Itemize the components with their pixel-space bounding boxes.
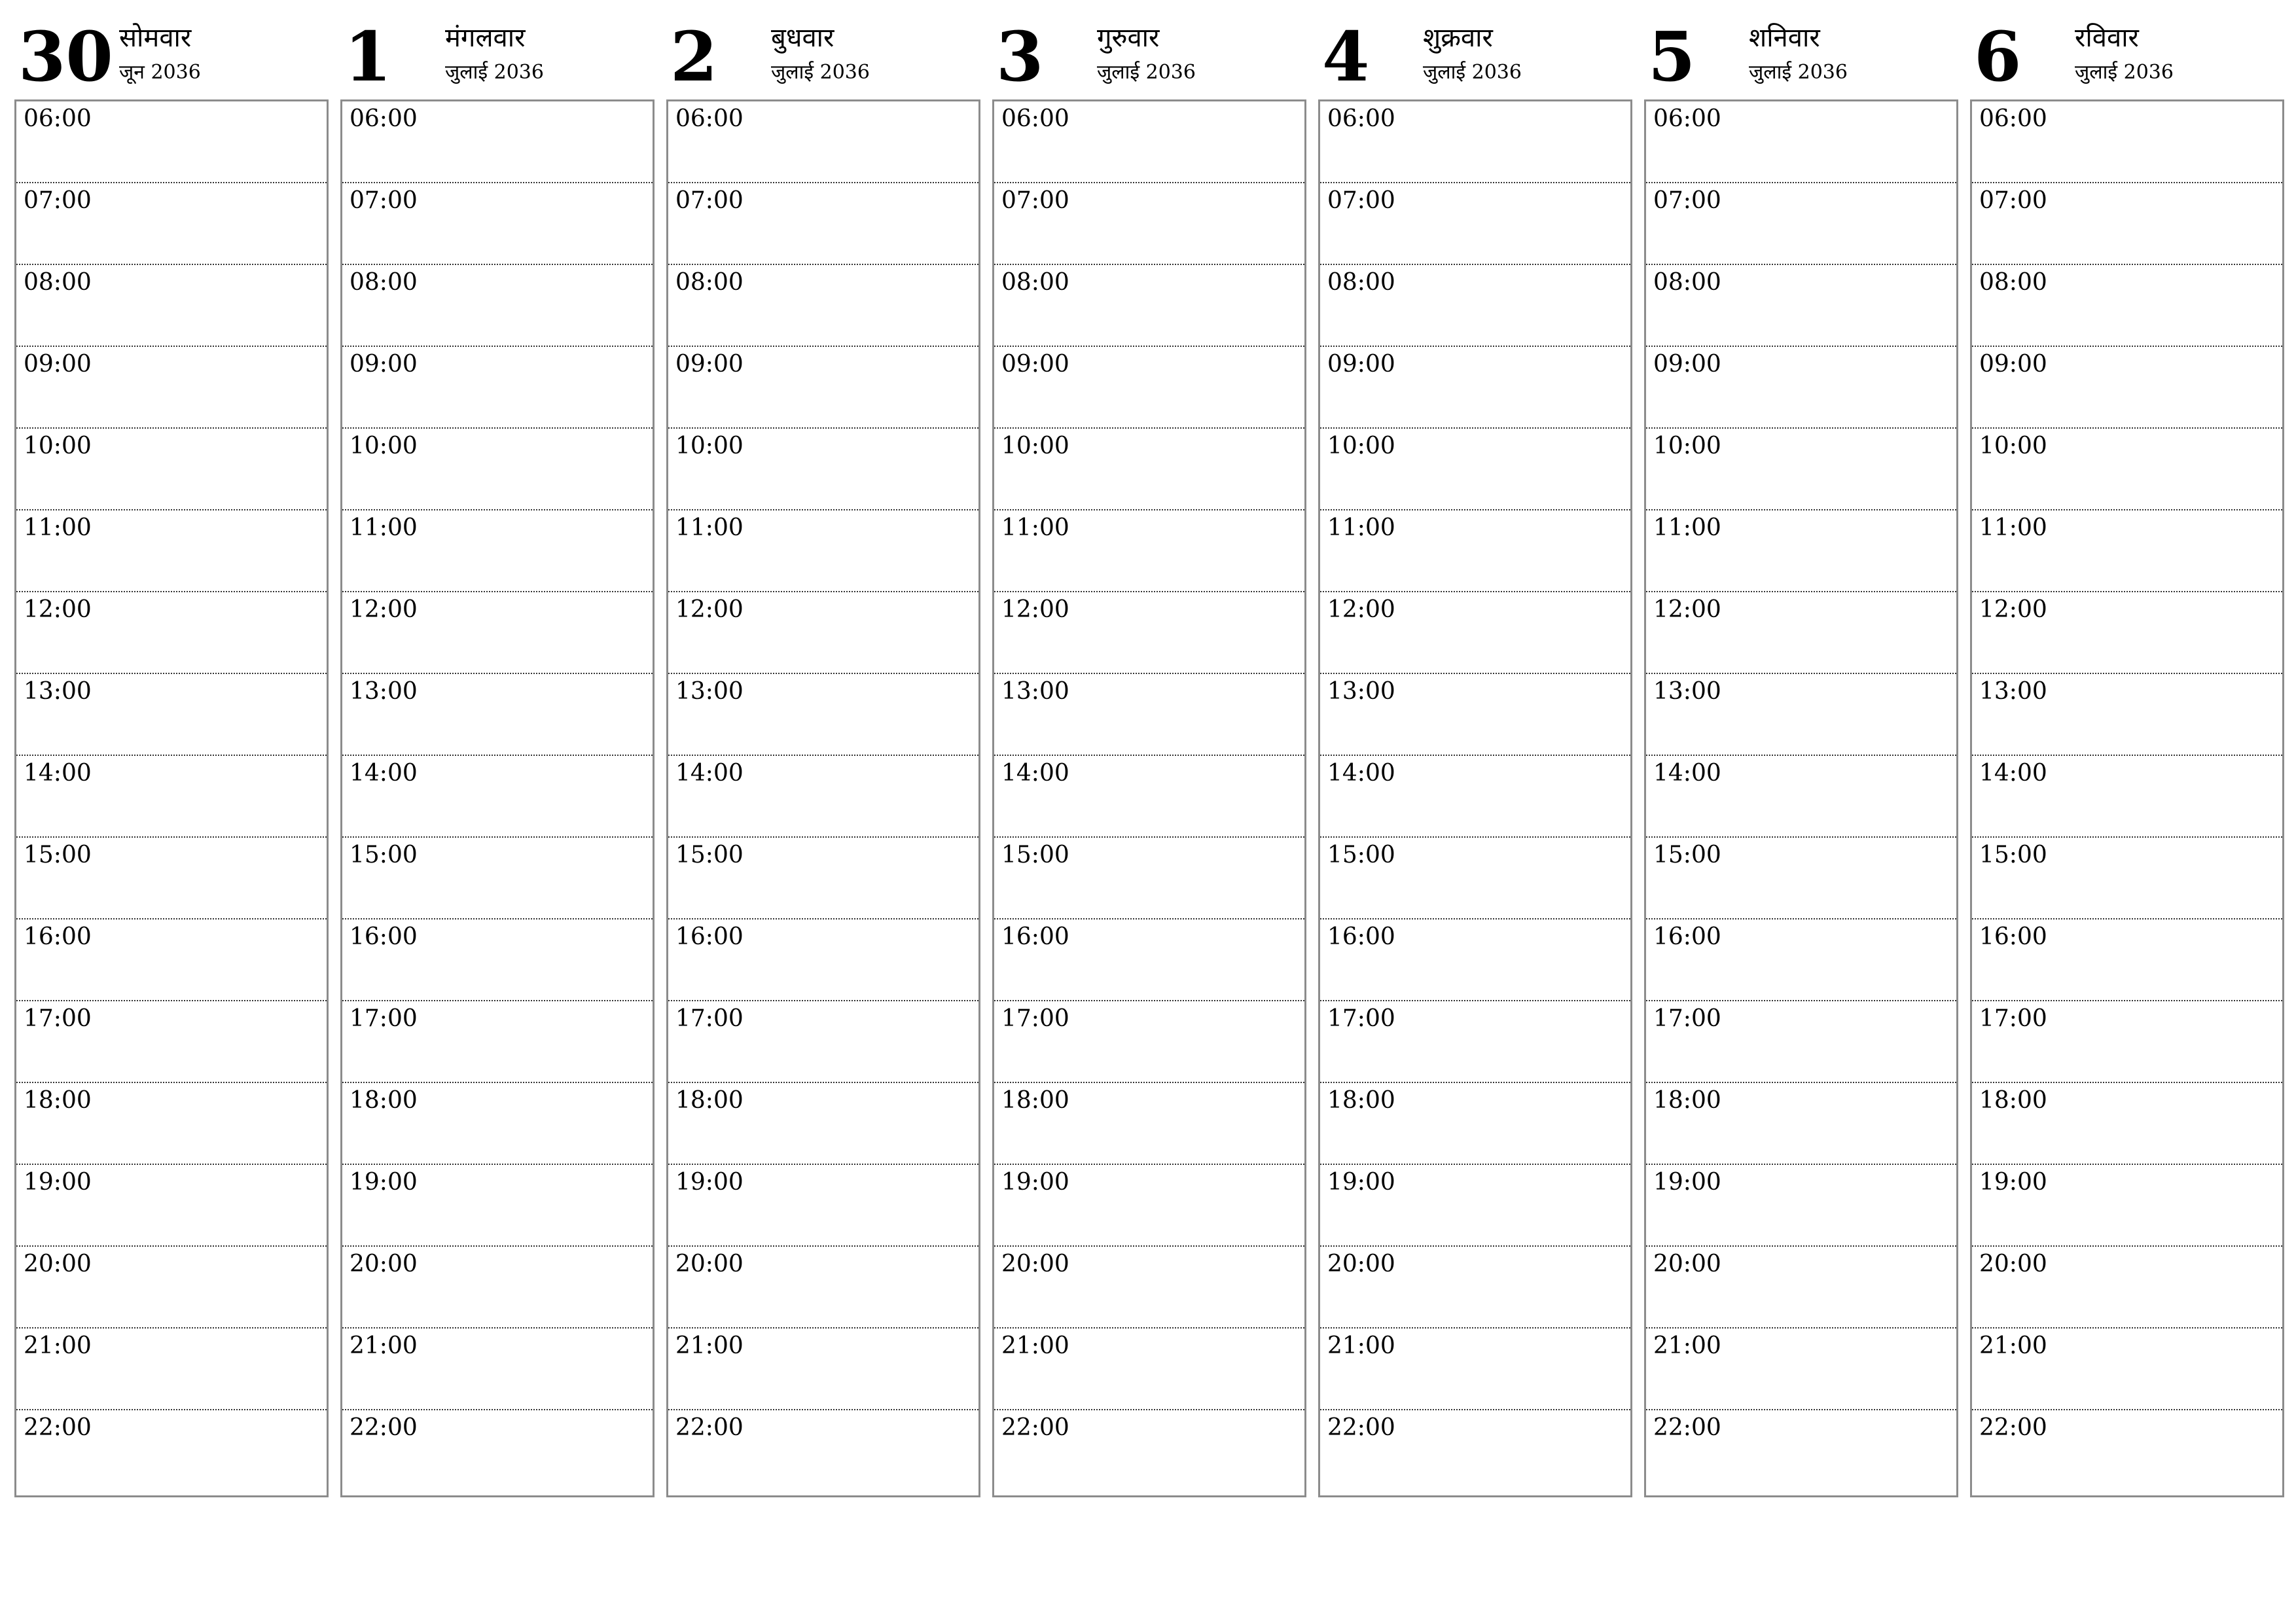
time-label: 14:00 (1979, 760, 2047, 787)
day-number: 2 (670, 16, 718, 97)
time-label: 12:00 (1979, 596, 2047, 623)
time-label: 08:00 (24, 269, 92, 296)
time-label: 14:00 (675, 760, 744, 787)
day-name: रविवार (2075, 23, 2139, 53)
time-slot (1320, 592, 1630, 674)
time-label: 11:00 (1001, 514, 1069, 541)
time-label: 14:00 (24, 760, 92, 787)
time-slot (994, 838, 1304, 919)
day-name: गुरुवार (1097, 23, 1160, 53)
time-slot (1320, 183, 1630, 265)
time-label: 11:00 (24, 514, 92, 541)
time-slot (16, 756, 327, 838)
time-slot (16, 1083, 327, 1165)
time-label: 20:00 (1327, 1251, 1395, 1277)
time-label: 20:00 (1653, 1251, 1721, 1277)
time-slot (342, 674, 653, 756)
time-label: 19:00 (1653, 1169, 1721, 1196)
time-slot (668, 592, 978, 674)
time-slot (1320, 756, 1630, 838)
time-label: 10:00 (1327, 433, 1395, 459)
time-slot (1320, 101, 1630, 183)
time-label: 12:00 (350, 596, 418, 623)
time-slot (16, 429, 327, 510)
time-label: 07:00 (24, 187, 92, 214)
time-label: 10:00 (24, 433, 92, 459)
time-label: 15:00 (350, 842, 418, 868)
time-slot (1972, 1410, 2282, 1492)
time-slot (1320, 1165, 1630, 1247)
day-name: शुक्रवार (1423, 23, 1493, 53)
time-slot (994, 101, 1304, 183)
time-label: 22:00 (1653, 1414, 1721, 1441)
time-slot (16, 592, 327, 674)
time-label: 17:00 (1653, 1005, 1721, 1032)
time-slot (1972, 592, 2282, 674)
time-label: 10:00 (1653, 433, 1721, 459)
time-slot (1972, 919, 2282, 1001)
time-label: 12:00 (1327, 596, 1395, 623)
time-slot (342, 1247, 653, 1329)
time-slot (342, 1083, 653, 1165)
time-label: 18:00 (350, 1087, 418, 1114)
time-slot (994, 919, 1304, 1001)
time-slot (16, 183, 327, 265)
time-label: 13:00 (1001, 678, 1069, 705)
time-slot (994, 1329, 1304, 1410)
time-label: 09:00 (1979, 351, 2047, 378)
time-slot (1646, 919, 1956, 1001)
time-slot (16, 265, 327, 347)
time-slot (1972, 838, 2282, 919)
time-label: 10:00 (675, 433, 744, 459)
day-header (340, 0, 653, 98)
time-slot (342, 592, 653, 674)
time-label: 10:00 (1979, 433, 2047, 459)
time-slot (1972, 1329, 2282, 1410)
time-slot (1320, 1410, 1630, 1492)
time-slot (1646, 592, 1956, 674)
day-name: सोमवार (119, 23, 192, 53)
month-year: जुलाई 2036 (445, 61, 544, 84)
time-slot (16, 1001, 327, 1083)
time-label: 10:00 (350, 433, 418, 459)
time-label: 18:00 (24, 1087, 92, 1114)
time-label: 22:00 (1979, 1414, 2047, 1441)
time-slot (994, 1083, 1304, 1165)
time-slot (994, 592, 1304, 674)
time-label: 06:00 (1001, 105, 1069, 132)
time-label: 08:00 (350, 269, 418, 296)
time-label: 06:00 (24, 105, 92, 132)
time-label: 12:00 (675, 596, 744, 623)
time-slot (1320, 1083, 1630, 1165)
time-slot (994, 1410, 1304, 1492)
time-label: 22:00 (675, 1414, 744, 1441)
time-slot (668, 1329, 978, 1410)
time-label: 15:00 (1001, 842, 1069, 868)
time-label: 08:00 (1653, 269, 1721, 296)
time-slot (16, 101, 327, 183)
time-slot (1320, 1001, 1630, 1083)
time-label: 10:00 (1001, 433, 1069, 459)
time-slot (1972, 1165, 2282, 1247)
time-label: 12:00 (1653, 596, 1721, 623)
time-label: 20:00 (24, 1251, 92, 1277)
time-label: 20:00 (1001, 1251, 1069, 1277)
day-column (340, 0, 653, 1499)
time-slot (16, 510, 327, 592)
time-slot (668, 347, 978, 429)
time-slot (994, 756, 1304, 838)
time-slot (668, 1001, 978, 1083)
time-slot (16, 1329, 327, 1410)
time-slot (342, 838, 653, 919)
time-label: 16:00 (1979, 923, 2047, 950)
time-slot (1320, 429, 1630, 510)
time-label: 13:00 (1653, 678, 1721, 705)
time-label: 16:00 (675, 923, 744, 950)
time-label: 20:00 (350, 1251, 418, 1277)
time-label: 19:00 (1327, 1169, 1395, 1196)
day-schedule-box (1318, 99, 1632, 1497)
time-label: 21:00 (675, 1332, 744, 1359)
time-slot (342, 1001, 653, 1083)
month-year: जुलाई 2036 (1423, 61, 1522, 84)
time-slot (1646, 1329, 1956, 1410)
time-label: 06:00 (1653, 105, 1721, 132)
time-label: 15:00 (24, 842, 92, 868)
day-column (14, 0, 327, 1499)
time-slot (994, 183, 1304, 265)
day-column (1644, 0, 1957, 1499)
time-label: 16:00 (24, 923, 92, 950)
time-slot (342, 347, 653, 429)
time-slot (994, 674, 1304, 756)
time-slot (1972, 183, 2282, 265)
time-slot (994, 347, 1304, 429)
time-label: 21:00 (24, 1332, 92, 1359)
time-slot (1972, 674, 2282, 756)
time-slot (668, 1247, 978, 1329)
time-slot (668, 919, 978, 1001)
time-slot (16, 1247, 327, 1329)
time-slot (1972, 756, 2282, 838)
time-label: 18:00 (1653, 1087, 1721, 1114)
time-label: 18:00 (1979, 1087, 2047, 1114)
time-slot (994, 265, 1304, 347)
time-slot (1972, 1001, 2282, 1083)
time-label: 22:00 (24, 1414, 92, 1441)
time-label: 16:00 (1327, 923, 1395, 950)
time-label: 15:00 (1653, 842, 1721, 868)
time-slot (1646, 510, 1956, 592)
time-slot (1320, 919, 1630, 1001)
time-label: 06:00 (350, 105, 418, 132)
time-label: 13:00 (1327, 678, 1395, 705)
time-label: 07:00 (1979, 187, 2047, 214)
time-label: 17:00 (675, 1005, 744, 1032)
time-slot (668, 1165, 978, 1247)
time-slot (668, 674, 978, 756)
day-number: 6 (1974, 16, 2022, 97)
time-slot (668, 1083, 978, 1165)
time-slot (1972, 510, 2282, 592)
time-slot (668, 756, 978, 838)
time-label: 08:00 (1979, 269, 2047, 296)
time-label: 11:00 (1979, 514, 2047, 541)
day-header (992, 0, 1305, 98)
day-column (992, 0, 1305, 1499)
time-slot (342, 919, 653, 1001)
time-slot (1646, 1247, 1956, 1329)
time-label: 08:00 (1001, 269, 1069, 296)
day-header (1644, 0, 1957, 98)
time-label: 11:00 (350, 514, 418, 541)
time-slot (668, 183, 978, 265)
time-slot (16, 674, 327, 756)
time-slot (1320, 265, 1630, 347)
time-slot (1972, 1247, 2282, 1329)
time-label: 09:00 (675, 351, 744, 378)
time-label: 22:00 (1001, 1414, 1069, 1441)
time-slot (16, 1165, 327, 1247)
time-label: 15:00 (675, 842, 744, 868)
time-slot (1320, 347, 1630, 429)
time-label: 17:00 (1979, 1005, 2047, 1032)
time-slot (1646, 1001, 1956, 1083)
time-label: 18:00 (675, 1087, 744, 1114)
day-name: मंगलवार (445, 23, 526, 53)
day-schedule-box (1970, 99, 2284, 1497)
day-number: 3 (996, 16, 1044, 97)
time-label: 15:00 (1327, 842, 1395, 868)
time-label: 17:00 (350, 1005, 418, 1032)
time-label: 06:00 (1979, 105, 2047, 132)
time-label: 08:00 (1327, 269, 1395, 296)
time-label: 20:00 (1979, 1251, 2047, 1277)
time-label: 09:00 (1653, 351, 1721, 378)
time-label: 19:00 (24, 1169, 92, 1196)
day-schedule-box (992, 99, 1306, 1497)
time-slot (1972, 347, 2282, 429)
time-label: 09:00 (24, 351, 92, 378)
time-label: 13:00 (24, 678, 92, 705)
time-label: 16:00 (350, 923, 418, 950)
time-label: 21:00 (1327, 1332, 1395, 1359)
time-label: 16:00 (1001, 923, 1069, 950)
time-label: 20:00 (675, 1251, 744, 1277)
day-number: 30 (18, 16, 113, 97)
day-name: बुधवार (771, 23, 834, 53)
time-label: 07:00 (1001, 187, 1069, 214)
time-slot (342, 1410, 653, 1492)
day-schedule-box (1644, 99, 1958, 1497)
time-slot (994, 510, 1304, 592)
time-slot (16, 1410, 327, 1492)
time-slot (1646, 183, 1956, 265)
time-slot (1646, 674, 1956, 756)
time-slot (994, 429, 1304, 510)
time-label: 06:00 (675, 105, 744, 132)
time-slot (16, 347, 327, 429)
time-slot (668, 1410, 978, 1492)
time-slot (1320, 1247, 1630, 1329)
time-label: 12:00 (1001, 596, 1069, 623)
time-slot (342, 101, 653, 183)
time-label: 09:00 (1001, 351, 1069, 378)
time-slot (1646, 347, 1956, 429)
day-number: 1 (344, 16, 392, 97)
month-year: जुलाई 2036 (771, 61, 870, 84)
time-label: 13:00 (675, 678, 744, 705)
time-label: 21:00 (1653, 1332, 1721, 1359)
month-year: जुलाई 2036 (1097, 61, 1196, 84)
time-label: 07:00 (1327, 187, 1395, 214)
day-schedule-box (666, 99, 980, 1497)
weekly-planner (14, 0, 2284, 1499)
time-slot (1646, 756, 1956, 838)
time-label: 14:00 (350, 760, 418, 787)
time-slot (342, 265, 653, 347)
time-label: 14:00 (1653, 760, 1721, 787)
month-year: जून 2036 (119, 61, 201, 84)
day-schedule-box (14, 99, 329, 1497)
time-slot (1972, 265, 2282, 347)
time-label: 11:00 (1653, 514, 1721, 541)
time-label: 19:00 (1001, 1169, 1069, 1196)
time-slot (668, 101, 978, 183)
time-label: 11:00 (675, 514, 744, 541)
time-label: 17:00 (1001, 1005, 1069, 1032)
time-slot (16, 919, 327, 1001)
time-label: 13:00 (1979, 678, 2047, 705)
time-slot (1320, 674, 1630, 756)
time-label: 09:00 (350, 351, 418, 378)
day-number: 4 (1322, 16, 1370, 97)
time-label: 21:00 (1001, 1332, 1069, 1359)
time-label: 19:00 (350, 1169, 418, 1196)
time-label: 15:00 (1979, 842, 2047, 868)
time-label: 16:00 (1653, 923, 1721, 950)
time-label: 21:00 (1979, 1332, 2047, 1359)
time-label: 06:00 (1327, 105, 1395, 132)
time-slot (1972, 429, 2282, 510)
time-label: 18:00 (1001, 1087, 1069, 1114)
time-slot (342, 429, 653, 510)
time-slot (1320, 510, 1630, 592)
time-slot (342, 183, 653, 265)
time-slot (668, 265, 978, 347)
day-column (1970, 0, 2283, 1499)
time-slot (1646, 1410, 1956, 1492)
time-label: 11:00 (1327, 514, 1395, 541)
day-column (1318, 0, 1631, 1499)
time-label: 14:00 (1001, 760, 1069, 787)
time-slot (1646, 838, 1956, 919)
time-slot (1972, 1083, 2282, 1165)
time-slot (1972, 101, 2282, 183)
day-header (14, 0, 327, 98)
time-label: 18:00 (1327, 1087, 1395, 1114)
time-label: 08:00 (675, 269, 744, 296)
day-schedule-box (340, 99, 655, 1497)
time-label: 19:00 (1979, 1169, 2047, 1196)
time-slot (668, 429, 978, 510)
time-slot (994, 1165, 1304, 1247)
time-label: 17:00 (1327, 1005, 1395, 1032)
time-slot (342, 510, 653, 592)
time-label: 22:00 (350, 1414, 418, 1441)
time-slot (1320, 838, 1630, 919)
time-slot (1646, 265, 1956, 347)
time-label: 19:00 (675, 1169, 744, 1196)
time-label: 07:00 (350, 187, 418, 214)
time-slot (1646, 1165, 1956, 1247)
time-slot (1320, 1329, 1630, 1410)
time-slot (1646, 1083, 1956, 1165)
time-label: 13:00 (350, 678, 418, 705)
time-slot (994, 1001, 1304, 1083)
day-header (1970, 0, 2283, 98)
time-slot (1646, 101, 1956, 183)
day-name: शनिवार (1749, 23, 1820, 53)
day-header (666, 0, 979, 98)
time-label: 07:00 (1653, 187, 1721, 214)
time-slot (342, 1165, 653, 1247)
time-slot (668, 510, 978, 592)
time-label: 07:00 (675, 187, 744, 214)
time-label: 17:00 (24, 1005, 92, 1032)
time-label: 14:00 (1327, 760, 1395, 787)
time-slot (668, 838, 978, 919)
day-header (1318, 0, 1631, 98)
time-slot (342, 756, 653, 838)
time-slot (1646, 429, 1956, 510)
time-slot (342, 1329, 653, 1410)
day-number: 5 (1648, 16, 1696, 97)
time-slot (16, 838, 327, 919)
time-label: 09:00 (1327, 351, 1395, 378)
time-label: 12:00 (24, 596, 92, 623)
time-label: 21:00 (350, 1332, 418, 1359)
time-label: 22:00 (1327, 1414, 1395, 1441)
day-column (666, 0, 979, 1499)
time-slot (994, 1247, 1304, 1329)
month-year: जुलाई 2036 (1749, 61, 1848, 84)
month-year: जुलाई 2036 (2075, 61, 2174, 84)
